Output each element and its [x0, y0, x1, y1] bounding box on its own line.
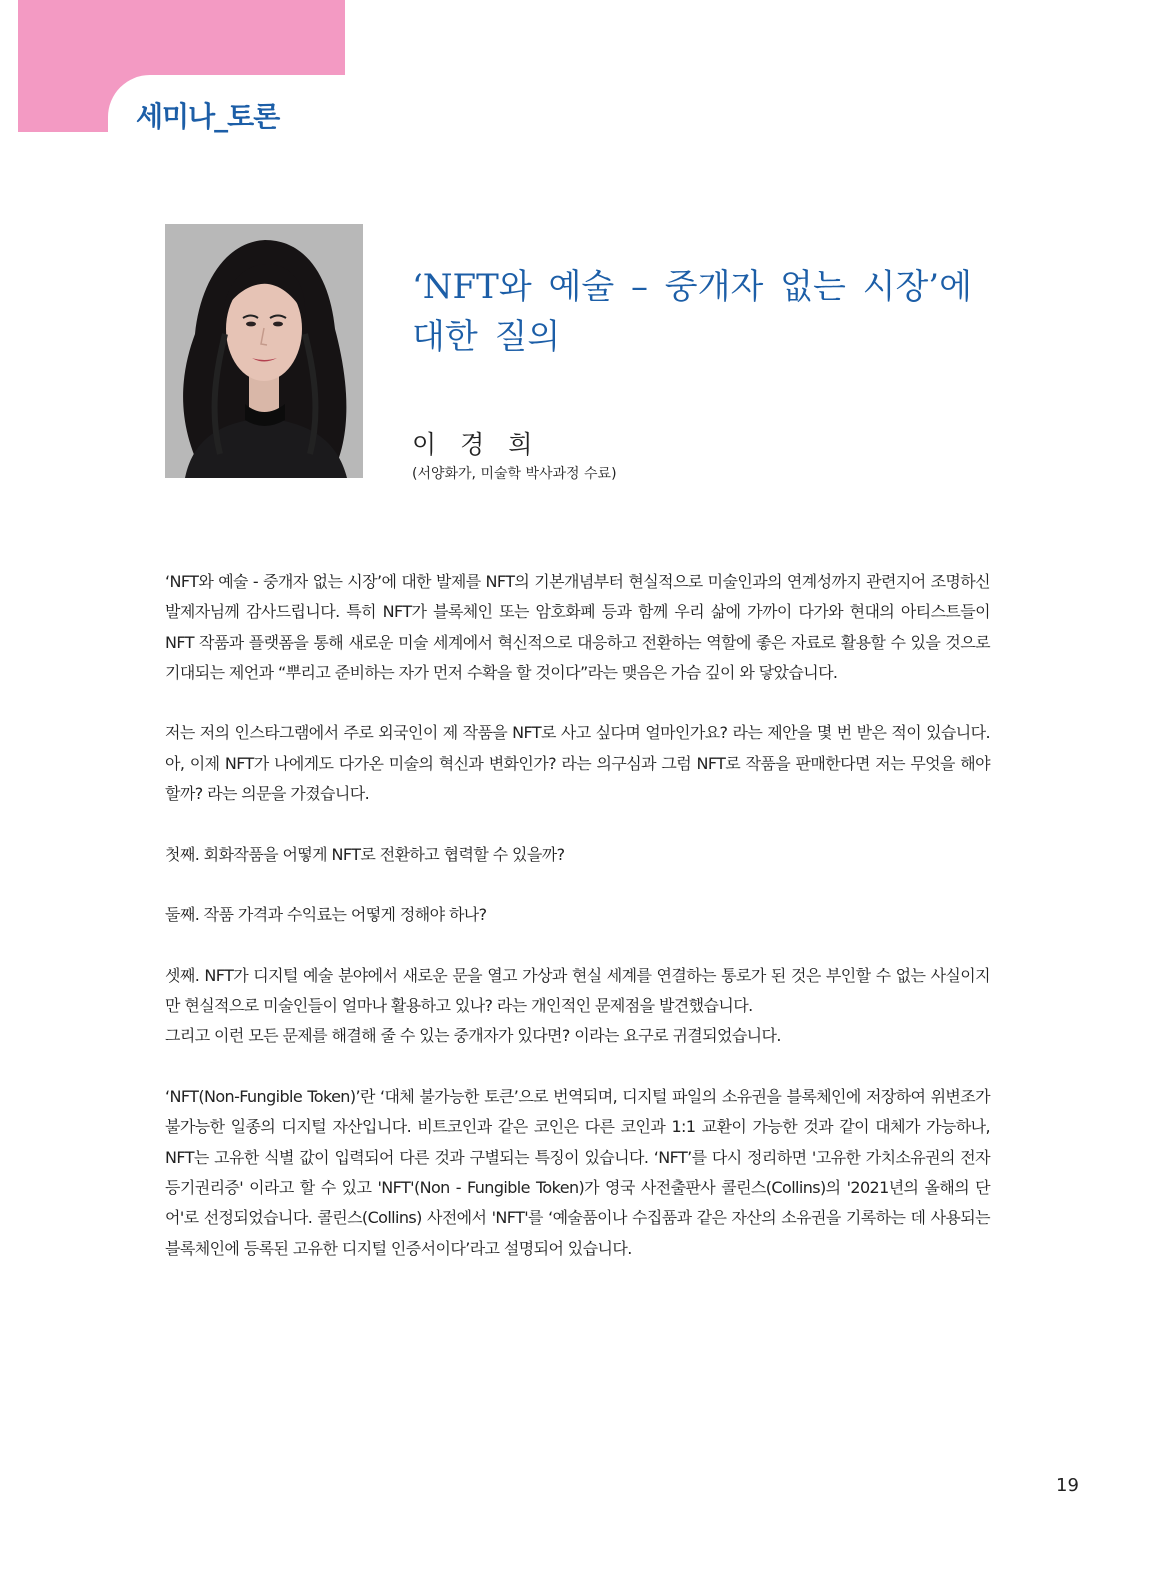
page-number: 19 [1056, 1475, 1079, 1496]
body-paragraph-1: ‘NFT와 예술 - 중개자 없는 시장’에 대한 발제를 NFT의 기본개념부터 현실적으로 미술인과의 연계성까지 관련지어 조명하신 발제자님께 감사드립니다. 특히 NFT가 블록체인 또는 암호화폐 등과 함께 우리 삶에 가까이 다가와 현대의 아티스트들이 NFT 작품과 플랫폼을 통해 새로운 미술 세계에서 혁신적으로 대응하고 전환하는 역할에 좋은 자료로 활용할 수 있을 것으로 기대되는 제언과 “뿌리고 준비하는 자가 먼저 수확을 할 것이다”라는 맺음은 가슴 깊이 와 닿았습니다. [165, 572, 990, 682]
question-3: 셋째. NFT가 디지털 예술 분야에서 새로운 문을 열고 가상과 현실 세계를 연결하는 통로가 된 것은 부인할 수 없는 사실이지만 현실적으로 미술인들이 얼마나 활용하고 있나? 라는 개인적인 문제점을 발견했습니다. [165, 965, 990, 1016]
article-title [412, 262, 1032, 362]
body-paragraph-3: 그리고 이런 모든 문제를 해결해 줄 수 있는 중개자가 있다면? 이라는 요구로 귀결되었습니다. [165, 1026, 781, 1046]
author-portrait [165, 224, 363, 478]
article-title-line2: 대한 질의 [412, 317, 561, 357]
section-label: 세미나_토론 [136, 100, 280, 133]
article-title-line1: ‘NFT와 예술 – 중개자 없는 시장’에 [412, 267, 972, 307]
author-affiliation: (서양화가, 미술학 박사과정 수료) [412, 466, 617, 482]
article-body [165, 567, 990, 1264]
question-1: 첫째. 회화작품을 어떻게 NFT로 전환하고 협력할 수 있을까? [165, 844, 565, 864]
body-paragraph-4: ‘NFT(Non-Fungible Token)’란 ‘대체 불가능한 토큰’으로 번역되며, 디지털 파일의 소유권을 블록체인에 저장하여 위변조가 불가능한 일종의 디지털 자산입니다. 비트코인과 같은 코인은 다른 코인과 1:1 교환이 가능한 것과 같이 대체가 가능하나, NFT는 고유한 식별 값이 입력되어 다른 것과 구별되는 특징이 있습니다. ‘NFT’를 다시 정리하면 '고유한 가치소유권의 전자 등기권리증' 이라고 할 수 있고 'NFT'(Non - Fungible Token)가 영국 사전출판사 콜린스(Collins)의 '2021년의 올해의 단어'로 선정되었습니다. 콜린스(Collins) 사전에서 'NFT'를 ‘예술품이나 수집품과 같은 자산의 소유권을 기록하는 데 사용되는 블록체인에 등록된 고유한 디지털 인증서이다’라고 설명되어 있습니다. [165, 1087, 990, 1258]
body-paragraph-2: 저는 저의 인스타그램에서 주로 외국인이 제 작품을 NFT로 사고 싶다며 얼마인가요? 라는 제안을 몇 번 받은 적이 있습니다. 아, 이제 NFT가 나에게도 다가온 미술의 혁신과 변화인가? 라는 의구심과 그럼 NFT로 작품을 판매한다면 저는 무엇을 해야 할까? 라는 의문을 가졌습니다. [165, 723, 990, 804]
question-2: 둘째. 작품 가격과 수익료는 어떻게 정해야 하나? [165, 905, 487, 925]
author-name: 이 경 희 [412, 430, 541, 459]
